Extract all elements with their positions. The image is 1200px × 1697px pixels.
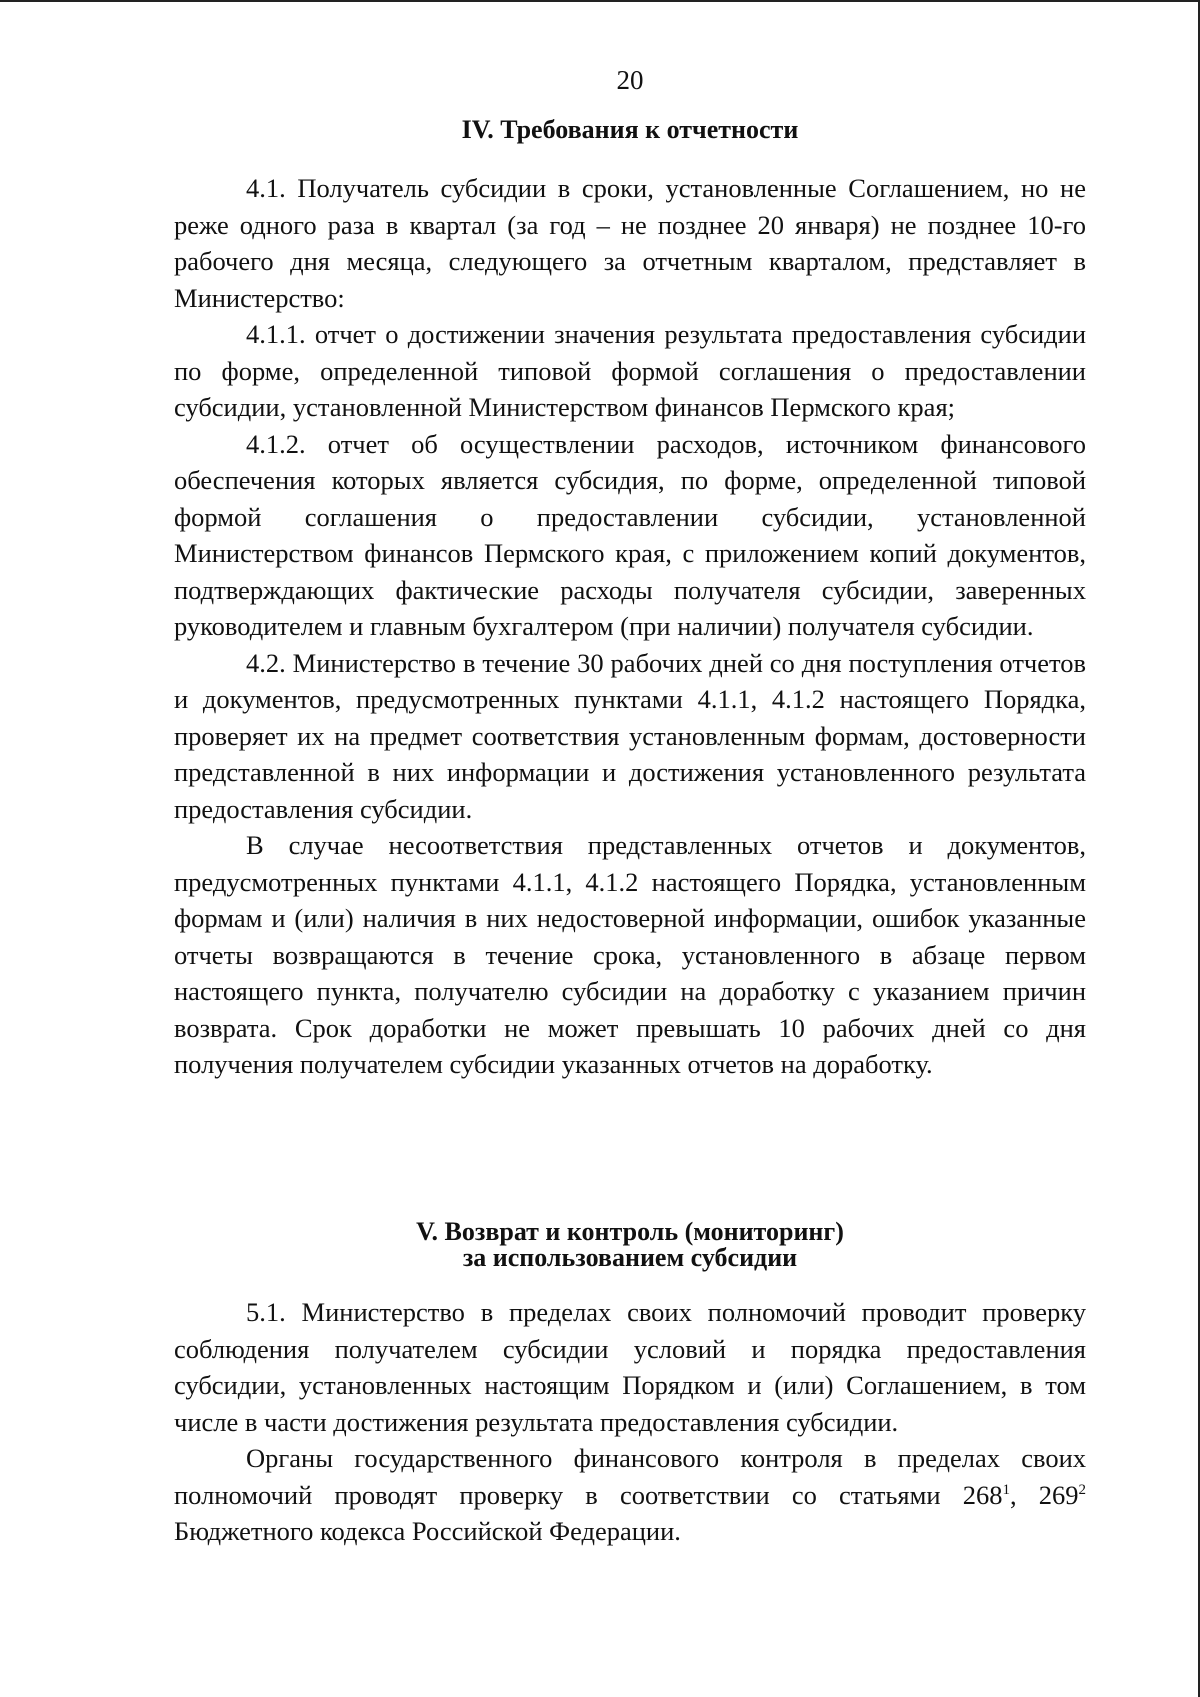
page-number: 20 (616, 65, 644, 95)
footnote-superscript-1: 1 (1002, 1481, 1010, 1498)
paragraph-4-1-2: 4.1.2. отчет об осуществлении расходов, источником финансового обеспечения которых является субсидия, по форме, определенной типовой формой соглашения о предоставлении субсидии, установленной Министерством финансов Пермского края, с приложением копий документов, подтверждающих фактические расходы получателя субсидии, заверенных руководителем и главным бухгалтером (при наличии) получателя субсидии. (174, 428, 1086, 641)
section-5-heading (174, 1219, 1086, 1271)
paragraph-4-2: 4.2. Министерство в течение 30 рабочих дней со дня поступления отчетов и документов, предусмотренных пунктами 4.1.1, 4.1.2 настоящего Порядка, проверяет их на предмет соответствия установленным формам, достоверности представленной в них информации и достижения установленного результата предоставления субсидии. (174, 647, 1086, 824)
article-separator: , 269 (1009, 1479, 1079, 1510)
section-5-body (174, 1294, 1086, 1550)
paragraph-4-1-1: 4.1.1. отчет о достижении значения результата предоставления субсидии по форме, определенной типовой формой соглашения о предоставлении субсидии, установленной Министерством финансов Пермского края; (174, 319, 1086, 422)
section-4-heading: IV. Требования к отчетности (461, 115, 799, 144)
paragraph-4-2-second: В случае несоответствия представленных отчетов и документов, предусмотренных пунктами 4.1.1, 4.1.2 настоящего Порядка, установленным формам и (или) наличия в них недостоверной информации, ошибок указанные отчеты возвращаются в течение срока, установленного в абзаце первом настоящего пункта, получателю субсидии на доработку с указанием причин возврата. Срок доработки не может превышать 10 рабочих дней со дня получения получателем субсидии указанных отчетов на доработку. (174, 830, 1086, 1079)
paragraph-5-1-second-start: Органы государственного финансового контроля в пределах своих полномочий проводят проверку в соответствии со статьями 268 (174, 1443, 1086, 1510)
paragraph-5-1-second-end: Бюджетного кодекса Российской Федерации. (174, 1516, 681, 1546)
section-5-heading-line-1: V. Возврат и контроль (мониторинг) (416, 1217, 844, 1246)
section-4-body (174, 170, 1086, 1083)
paragraph-5-1-second (174, 1440, 1086, 1550)
footnote-superscript-2: 2 (1078, 1481, 1086, 1498)
paragraph-4-1: 4.1. Получатель субсидии в сроки, установленные Соглашением, но не реже одного раза в квартал (за год – не позднее 20 января) не позднее 10-го рабочего дня месяца, следующего за отчетным кварталом, представляет в Министерство: (174, 173, 1086, 313)
section-5-heading-line-2: за использованием субсидии (462, 1243, 798, 1272)
paragraph-5-1: 5.1. Министерство в пределах своих полномочий проводит проверку соблюдения получателем субсидии условий и порядка предоставления субсидии, установленных настоящим Порядком и (или) Соглашением, в том числе в части достижения результата предоставления субсидии. (174, 1297, 1086, 1437)
